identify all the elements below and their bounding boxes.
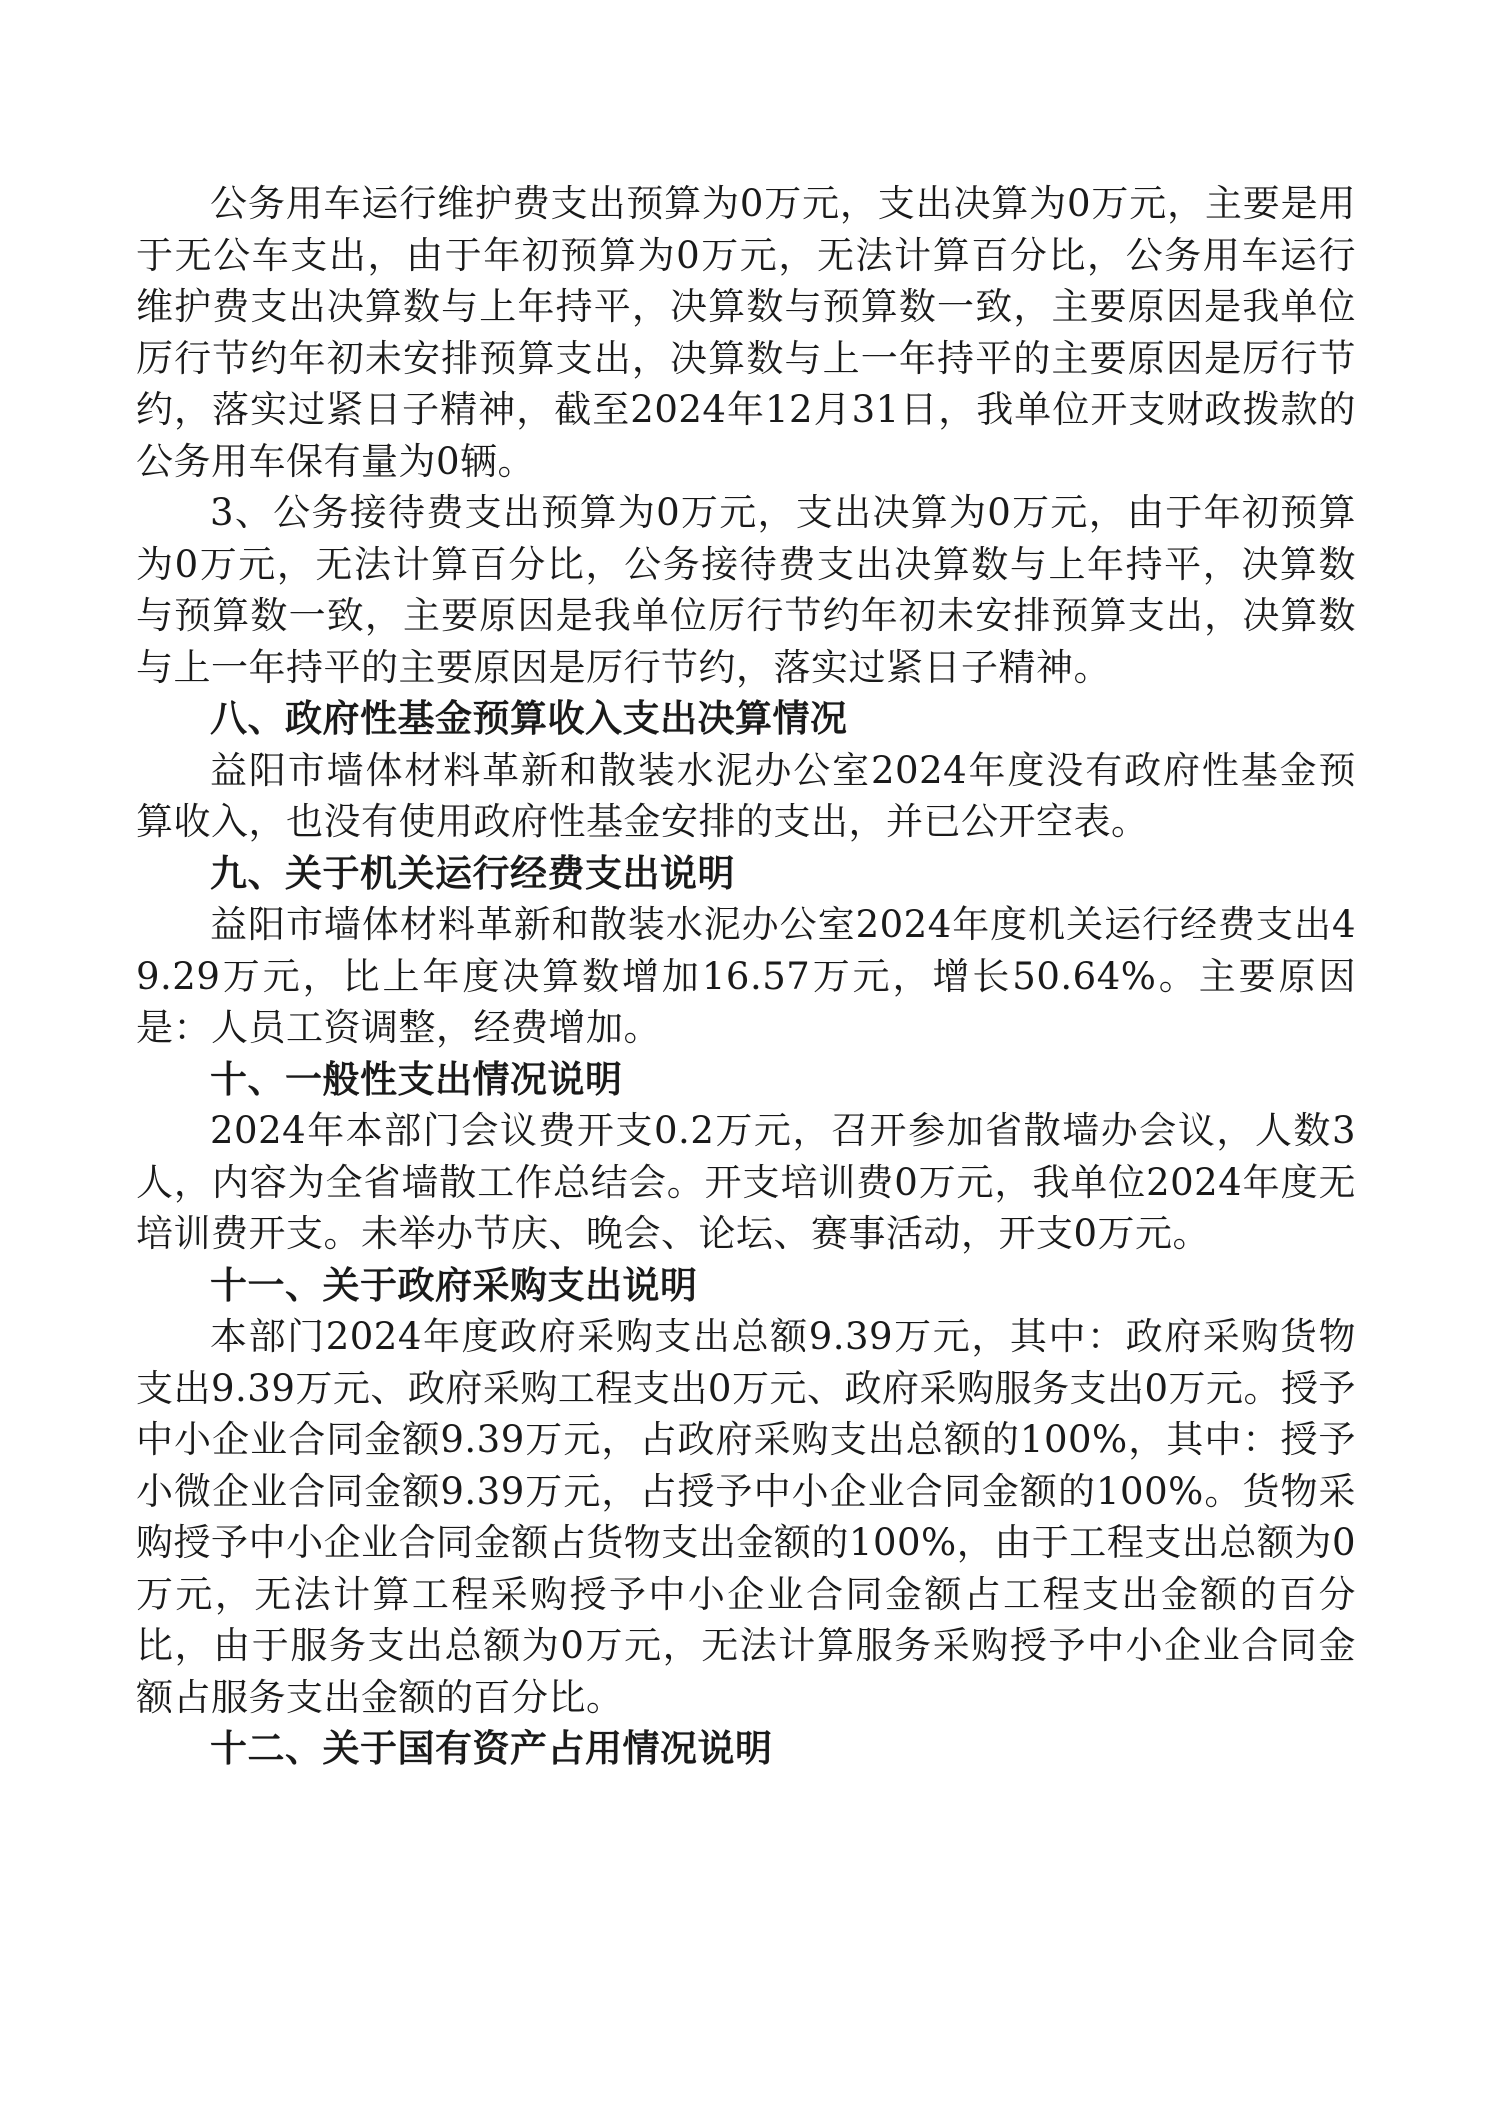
paragraph-vehicle-maintenance: 公务用车运行维护费支出预算为0万元，支出决算为0万元，主要是用于无公车支出，由于年初预算为0万元，无法计算百分比，公务用车运行维护费支出决算数与上年持平，决算数与预算数一致，主要原因是我单位厉行节约年初未安排预算支出，决算数与上一年持平的主要原因是厉行节约，落实过紧日子精神，截至2024年12月31日，我单位开支财政拨款的公务用车保有量为0辆。 [136, 182, 1356, 483]
heading-operating-expense: 九、关于机关运行经费支出说明 [210, 850, 735, 895]
paragraph-government-fund: 益阳市墙体材料革新和散装水泥办公室2024年度没有政府性基金预算收入，也没有使用政府性基金安排的支出，并已公开空表。 [136, 748, 1356, 843]
paragraph-general-expense: 2024年本部门会议费开支0.2万元，召开参加省散墙办会议，人数3人，内容为全省墙散工作总结会。开支培训费0万元，我单位2024年度无培训费开支。未举办节庆、晚会、论坛、赛事活动，开支0万元。 [136, 1109, 1356, 1255]
paragraph-procurement: 本部门2024年度政府采购支出总额9.39万元，其中：政府采购货物支出9.39万元、政府采购工程支出0万元、政府采购服务支出0万元。授予中小企业合同金额9.39万元，占政府采购支出总额的100%，其中：授予小微企业合同金额9.39万元，占授予中小企业合同金额的100%。货物采购授予中小企业合同金额占货物支出金额的100%，由于工程支出总额为0万元，无法计算工程采购授予中小企业合同金额占工程支出金额的百分比，由于服务支出总额为0万元，无法计算服务采购授予中小企业合同金额占服务支出金额的百分比。 [136, 1315, 1356, 1719]
document-body [136, 178, 1356, 1775]
heading-procurement: 十一、关于政府采购支出说明 [210, 1262, 698, 1307]
paragraph-reception-expense: 3、公务接待费支出预算为0万元，支出决算为0万元，由于年初预算为0万元，无法计算百分比，公务接待费支出决算数与上年持平，决算数与预算数一致，主要原因是我单位厉行节约年初未安排预算支出，决算数与上一年持平的主要原因是厉行节约，落实过紧日子精神。 [136, 491, 1356, 689]
paragraph-operating-expense: 益阳市墙体材料革新和散装水泥办公室2024年度机关运行经费支出49.29万元，比上年度决算数增加16.57万元，增长50.64%。主要原因是：人员工资调整，经费增加。 [136, 903, 1356, 1049]
heading-state-assets: 十二、关于国有资产占用情况说明 [210, 1726, 773, 1770]
heading-general-expense: 十、一般性支出情况说明 [210, 1056, 623, 1101]
heading-government-fund: 八、政府性基金预算收入支出决算情况 [210, 696, 848, 740]
